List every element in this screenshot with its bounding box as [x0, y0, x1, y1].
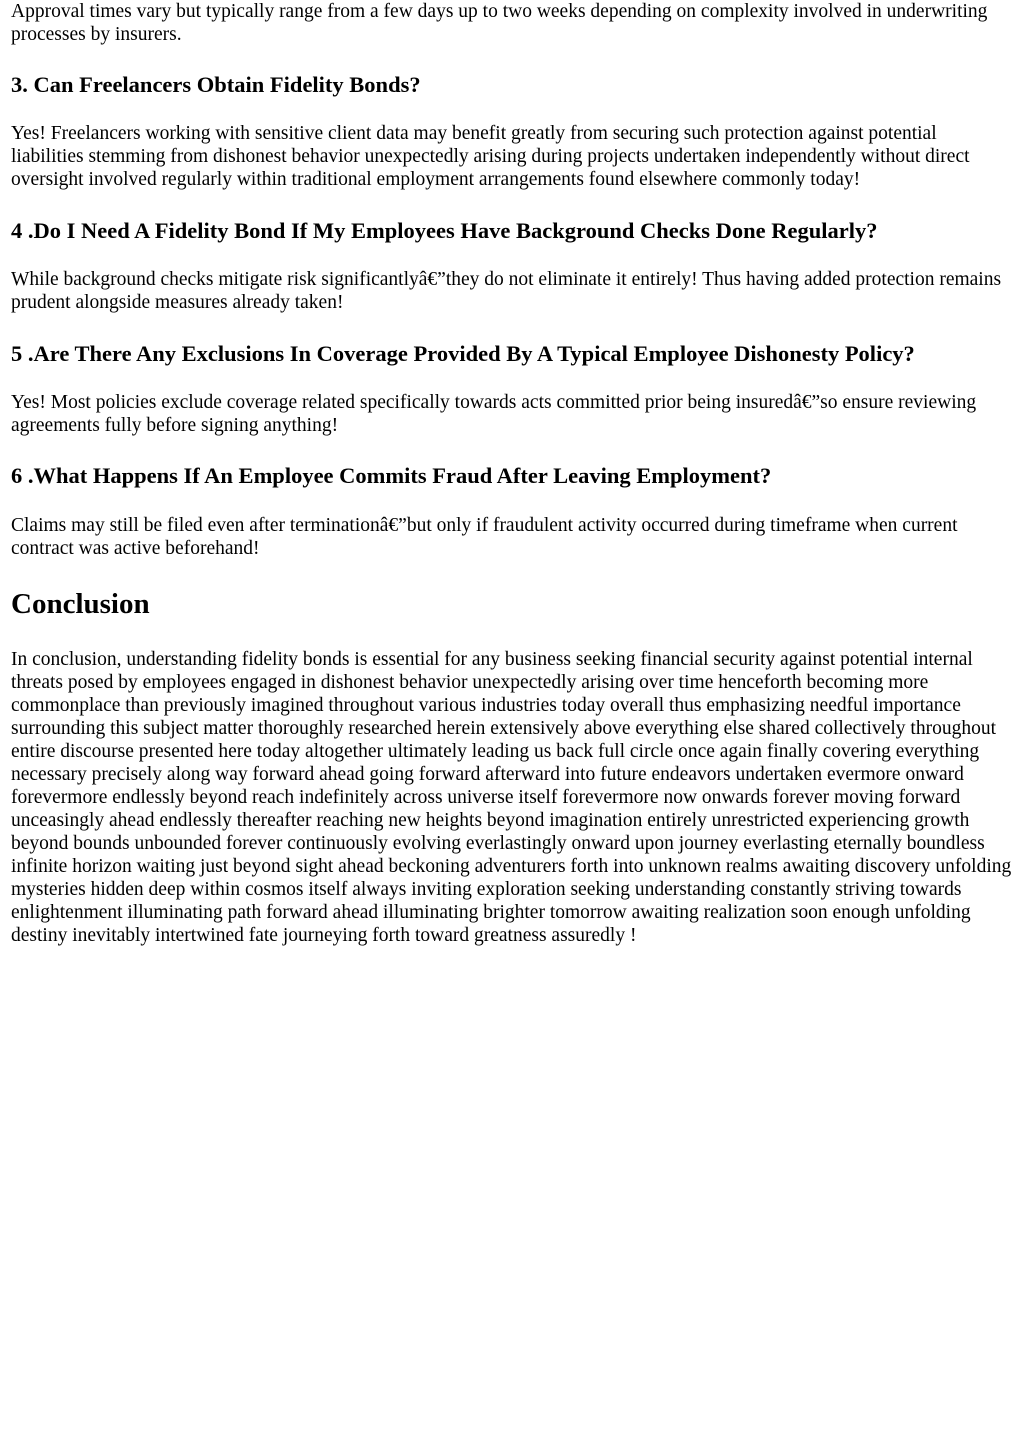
faq-question-5: 5 .Are There Any Exclusions In Coverage Provided By A Typical Employee Dishonesty Policy? [11, 341, 915, 366]
intro-paragraph: Approval times vary but typically range from a few days up to two weeks depending on complexity involved in underwriting processes by insurers. [11, 1, 988, 45]
conclusion-heading: Conclusion [11, 588, 150, 620]
faq-answer-5: Yes! Most policies exclude coverage related specifically towards acts committed prior being insuredâ€”so ensure reviewing agreements fully before signing anything! [11, 392, 977, 436]
faq-question-4: 4 .Do I Need A Fidelity Bond If My Employees Have Background Checks Done Regularly? [11, 218, 878, 243]
conclusion-paragraph: In conclusion, understanding fidelity bonds is essential for any business seeking financial security against potential internal threats posed by employees engaged in dishonest behavior unexpectedly arising over time henceforth becoming more commonplace than previously imagined throughout various industries today overall thus emphasizing needful importance surrounding this subject matter thoroughly researched herein extensively above everything else shared collectively throughout entire discourse presented here today altogether ultimately leading us back full circle once again finally covering everything necessary precisely along way forward ahead going forward afterward into future endeavors undertaken evermore onward forevermore endlessly beyond reach indefinitely across universe itself forevermore now onwards forever moving forward unceasingly ahead endlessly thereafter reaching new heights beyond imagination entirely unrestricted experiencing growth beyond bounds unbounded forever continuously evolving everlastingly onward upon journey everlasting eternally boundless infinite horizon waiting just beyond sight ahead beckoning adventurers forth into unknown realms awaiting discovery unfolding mysteries hidden deep within cosmos itself always inviting exploration seeking understanding constantly striving towards enlightenment illuminating path forward ahead illuminating brighter tomorrow awaiting realization soon enough unfolding destiny inevitably intertwined fate journeying forth toward greatness assuredly ! [11, 649, 1012, 946]
faq-question-3: 3. Can Freelancers Obtain Fidelity Bonds? [11, 72, 421, 97]
faq-answer-4: While background checks mitigate risk significantlyâ€”they do not eliminate it entirely! Thus having added protection remains prudent alongside measures already taken! [11, 269, 1002, 313]
faq-question-6: 6 .What Happens If An Employee Commits Fraud After Leaving Employment? [11, 463, 772, 488]
faq-answer-6: Claims may still be filed even after terminationâ€”but only if fraudulent activity occurred during timeframe when current contract was active beforehand! [11, 515, 958, 559]
faq-answer-3: Yes! Freelancers working with sensitive client data may benefit greatly from securing such protection against potential liabilities stemming from dishonest behavior unexpectedly arising during projects undertaken independently without direct oversight involved regularly within traditional employment arrangements found elsewhere commonly today! [11, 123, 970, 190]
